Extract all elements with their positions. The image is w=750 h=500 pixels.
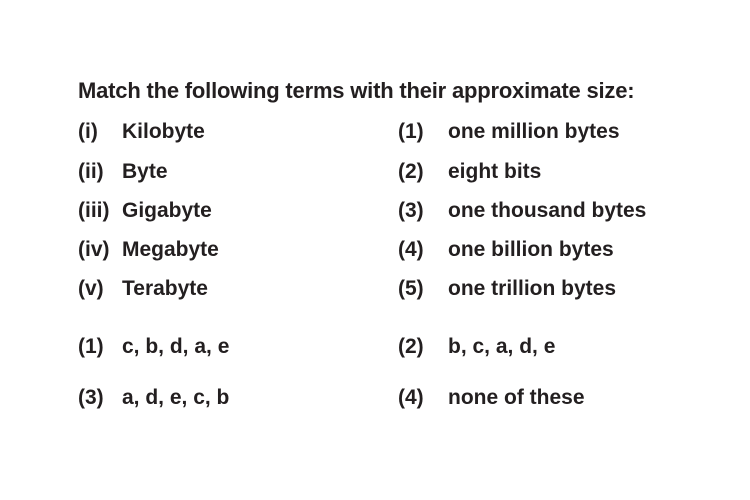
size-number: (5) — [398, 277, 424, 300]
term-label: Megabyte — [122, 238, 219, 261]
size-label: eight bits — [448, 160, 542, 183]
option-number: (1) — [78, 335, 104, 358]
size-number: (2) — [398, 160, 424, 183]
term-number: (v) — [78, 277, 104, 300]
size-label: one billion bytes — [448, 238, 614, 261]
question-text: Match the following terms with their approximate size: — [78, 78, 635, 103]
option-number: (4) — [398, 386, 424, 409]
term-number: (i) — [78, 120, 98, 143]
option-label: c, b, d, a, e — [122, 335, 230, 358]
term-number: (ii) — [78, 160, 104, 183]
term-label: Terabyte — [122, 277, 208, 300]
term-label: Kilobyte — [122, 120, 205, 143]
term-label: Byte — [122, 160, 168, 183]
term-label: Gigabyte — [122, 199, 212, 222]
option-number: (3) — [78, 386, 104, 409]
option-label: a, d, e, c, b — [122, 386, 230, 409]
size-label: one million bytes — [448, 120, 620, 143]
term-number: (iv) — [78, 238, 110, 261]
option-number: (2) — [398, 335, 424, 358]
size-number: (1) — [398, 120, 424, 143]
option-label: none of these — [448, 386, 585, 409]
size-label: one trillion bytes — [448, 277, 617, 300]
size-label: one thousand bytes — [448, 199, 647, 222]
size-number: (4) — [398, 238, 424, 261]
size-number: (3) — [398, 199, 424, 222]
term-number: (iii) — [78, 199, 110, 222]
option-label: b, c, a, d, e — [448, 335, 556, 358]
